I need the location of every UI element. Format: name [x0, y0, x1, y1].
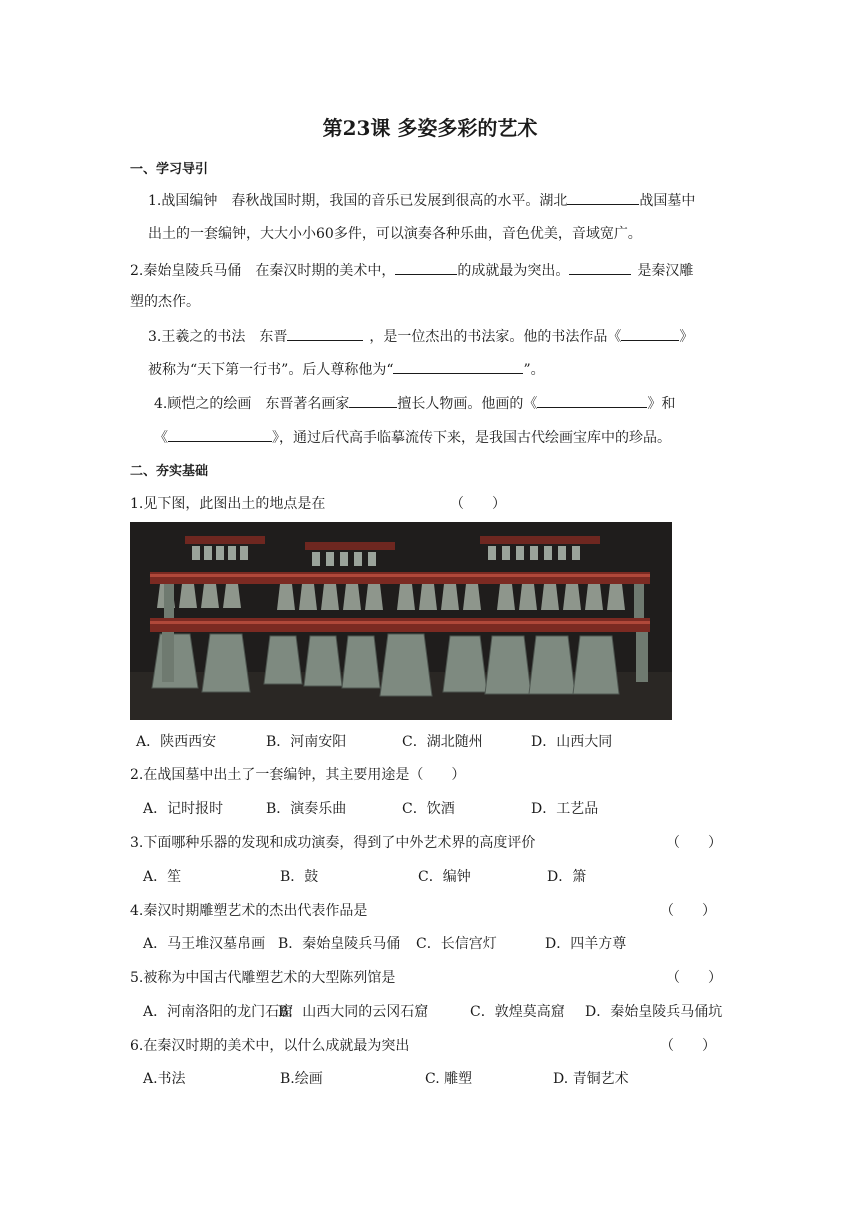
- question-6-option-c[interactable]: C. 雕塑: [425, 1071, 473, 1087]
- fill-blank[interactable]: [395, 260, 457, 275]
- question-6-option-b[interactable]: B.绘画: [280, 1071, 323, 1087]
- question-2-option-a[interactable]: A．记时报时: [143, 801, 224, 817]
- question-2-stem: 2.在战国墓中出土了一套编钟，其主要用途是（ ）: [130, 767, 466, 783]
- guide-text: 擅长人物画。他画的《: [397, 396, 538, 412]
- answer-parentheses[interactable]: （ ）: [666, 970, 722, 986]
- guide-text: 》和: [647, 396, 676, 412]
- bianzhong-bells-photo: [130, 522, 672, 720]
- question-1-option-d[interactable]: D．山西大同: [531, 734, 613, 750]
- question-6-stem: 6.在秦汉时期的美术中，以什么成就最为突出: [130, 1038, 410, 1054]
- answer-parentheses[interactable]: （ ）: [660, 903, 716, 919]
- question-1-option-a[interactable]: A．陕西西安: [136, 734, 217, 750]
- answer-parentheses[interactable]: （ ）: [450, 496, 506, 512]
- guide-item-3-line-1: [148, 326, 693, 347]
- question-3-stem: 3.下面哪种乐器的发现和成功演奏，得到了中外艺术界的高度评价: [130, 835, 536, 851]
- answer-parentheses[interactable]: （ ）: [666, 835, 722, 851]
- question-1-stem: 1.见下图，此图出土的地点是在: [130, 496, 326, 512]
- guide-text: 2.秦始皇陵兵马俑 在秦汉时期的美术中，: [130, 263, 396, 279]
- guide-item-3-line-2: [148, 359, 545, 380]
- question-3-option-b[interactable]: B．鼓: [280, 869, 319, 885]
- guide-item-1-line-1: [148, 190, 695, 211]
- guide-text: 》: [679, 329, 694, 345]
- section-heading-basics: 二、夯实基础: [130, 464, 209, 479]
- guide-item-4-line-2: [154, 427, 671, 448]
- question-5-option-d[interactable]: D．秦始皇陵兵马俑坑: [585, 1004, 723, 1020]
- guide-text: 战国墓中: [639, 193, 696, 209]
- question-2-option-b[interactable]: B．演奏乐曲: [266, 801, 347, 817]
- question-3-option-a[interactable]: A．笙: [143, 869, 182, 885]
- guide-item-4-line-1: [154, 393, 675, 414]
- question-5-option-c[interactable]: C．敦煌莫高窟: [470, 1004, 565, 1020]
- fill-blank[interactable]: [168, 427, 272, 442]
- fill-blank[interactable]: [569, 260, 631, 275]
- fill-blank[interactable]: [621, 326, 679, 341]
- question-5-option-a[interactable]: A．河南洛阳的龙门石窟: [143, 1004, 294, 1020]
- guide-text: 的成就最为突出。: [457, 263, 570, 279]
- question-1-option-c[interactable]: C．湖北随州: [402, 734, 483, 750]
- question-6-option-d[interactable]: D. 青铜艺术: [553, 1071, 629, 1087]
- fill-blank[interactable]: [349, 393, 397, 408]
- guide-text: 被称为“天下第一行书”。后人尊称他为“: [148, 362, 394, 378]
- question-6-option-a[interactable]: A.书法: [143, 1071, 186, 1087]
- question-4-option-a[interactable]: A．马王堆汉墓帛画: [143, 936, 266, 952]
- question-4-option-b[interactable]: B．秦始皇陵兵马俑: [278, 936, 401, 952]
- question-3-option-c[interactable]: C．编钟: [418, 869, 471, 885]
- question-4-option-d[interactable]: D．四羊方尊: [545, 936, 627, 952]
- question-5-option-b[interactable]: B．山西大同的云冈石窟: [278, 1004, 429, 1020]
- question-1-option-b[interactable]: B．河南安阳: [266, 734, 347, 750]
- fill-blank[interactable]: [393, 359, 523, 374]
- section-heading-guide: 一、学习导引: [130, 162, 209, 177]
- fill-blank[interactable]: [287, 326, 363, 341]
- guide-text: 3.王羲之的书法 东晋: [148, 329, 288, 345]
- page-title: 第23课 多姿多彩的艺术: [322, 116, 538, 140]
- guide-text: 1.战国编钟 春秋战国时期，我国的音乐已发展到很高的水平。湖北: [148, 193, 568, 209]
- guide-text: 》，通过后代高手临摹流传下来，是我国古代绘画宝库中的珍品。: [272, 430, 671, 446]
- guide-item-1-line-2: 出土的一套编钟，大大小小60多件，可以演奏各种乐曲，音色优美，音域宽广。: [148, 226, 642, 242]
- fill-blank[interactable]: [567, 190, 639, 205]
- guide-text: 《: [154, 430, 168, 446]
- question-4-option-c[interactable]: C．长信宫灯: [416, 936, 497, 952]
- answer-parentheses[interactable]: （ ）: [660, 1038, 716, 1054]
- guide-text: 4.顾恺之的绘画 东晋著名画家: [154, 396, 350, 412]
- question-4-stem: 4.秦汉时期雕塑艺术的杰出代表作品是: [130, 903, 368, 919]
- guide-text: ”。: [523, 362, 545, 378]
- guide-text: ，是一位杰出的书法家。他的书法作品《: [369, 329, 622, 345]
- question-3-option-d[interactable]: D．箫: [547, 869, 587, 885]
- fill-blank[interactable]: [537, 393, 647, 408]
- question-2-option-d[interactable]: D．工艺品: [531, 801, 599, 817]
- guide-text: 是秦汉雕: [637, 263, 694, 279]
- guide-item-2-line-1: [130, 260, 693, 281]
- guide-item-2-line-2: 塑的杰作。: [130, 294, 200, 310]
- question-2-option-c[interactable]: C．饮酒: [402, 801, 455, 817]
- question-5-stem: 5.被称为中国古代雕塑艺术的大型陈列馆是: [130, 970, 396, 986]
